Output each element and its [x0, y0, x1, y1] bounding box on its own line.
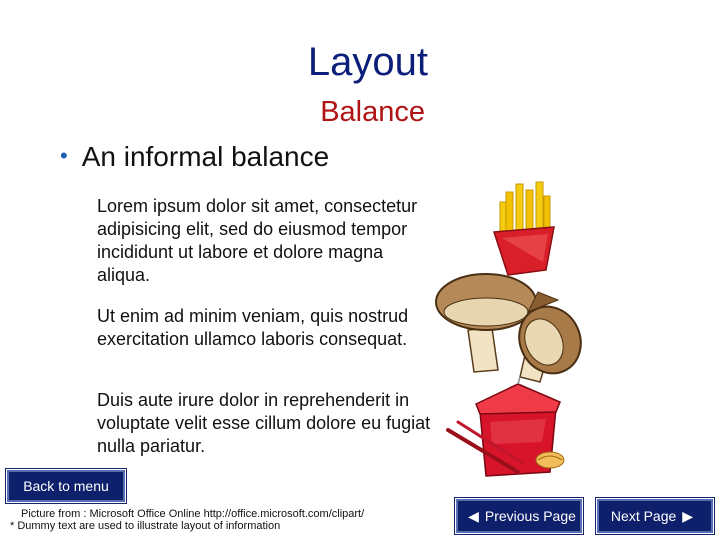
next-page-button[interactable]	[597, 499, 713, 533]
body-paragraph: Duis aute irure dolor in reprehenderit in voluptate velit esse cillum dolore eu fugiat nulla pariatur.	[97, 390, 431, 456]
body-paragraph: Ut enim ad minim veniam, quis nostrud exercitation ullamco laboris consequat.	[97, 306, 409, 349]
bullet-text: An informal balance	[81, 141, 330, 172]
french-fries-icon	[494, 182, 554, 275]
slide-subtitle: Balance	[320, 96, 425, 128]
caption-source: Picture from : Microsoft Office Online http://office.microsoft.com/clipart/	[21, 508, 365, 520]
body-paragraph: Lorem ipsum dolor sit amet, consectetur adipisicing elit, sed do eiusmod tempor incididunt ut labore et dolore magna aliqua.	[97, 196, 418, 285]
picture-caption	[10, 508, 430, 532]
back-to-menu-button[interactable]: Back to menu	[7, 470, 125, 502]
triangle-left-icon: ◀	[468, 507, 479, 524]
caption-note: * Dummy text are used to illustrate layout of information	[10, 520, 281, 532]
previous-page-button[interactable]	[456, 499, 582, 533]
previous-page-label: Previous Page	[484, 508, 576, 524]
mushroom-icon	[436, 274, 588, 383]
food-clipart	[428, 172, 588, 482]
fortune-cookie-icon	[536, 452, 564, 468]
bullet-heading	[60, 141, 329, 173]
bullet-dot-icon: •	[60, 143, 68, 168]
next-page-label: Next Page	[610, 508, 677, 524]
slide-title: Layout	[307, 40, 428, 84]
triangle-right-icon: ▶	[682, 507, 694, 524]
